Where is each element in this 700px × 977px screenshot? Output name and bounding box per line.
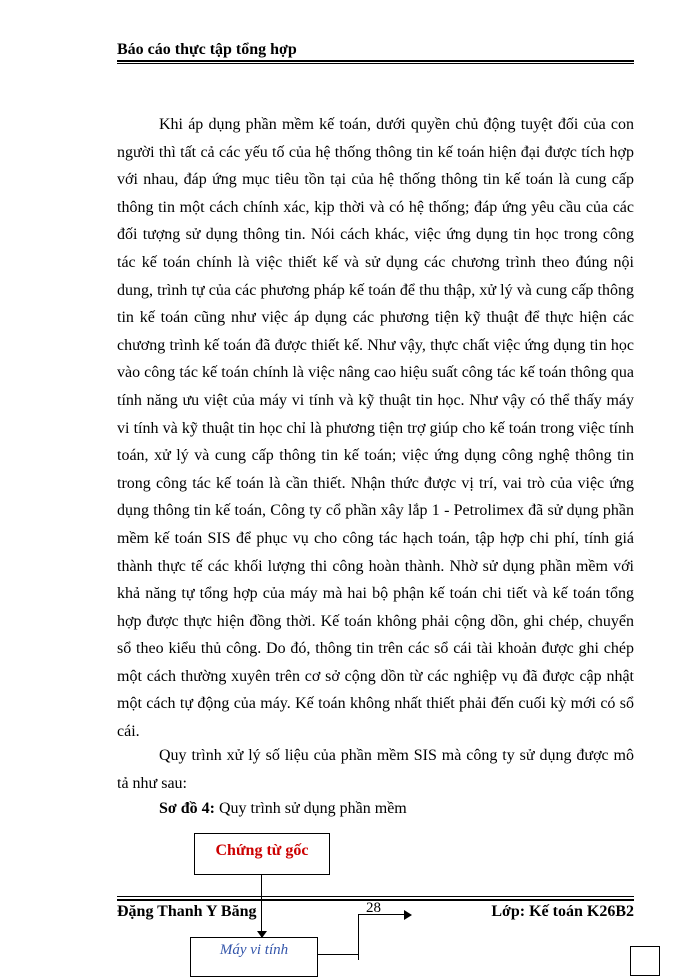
body-paragraph-2: Quy trình xử lý số liệu của phần mềm SIS mà công ty sử dụng được mô tả như sau: xyxy=(117,747,634,792)
diagram-connector-vertical xyxy=(358,914,359,960)
footer-author: Đặng Thanh Y Băng xyxy=(117,903,257,920)
diagram-connector-down xyxy=(261,875,262,937)
diagram-caption-label: Sơ đồ 4: xyxy=(159,800,215,817)
footer-class: Lớp: Kế toán K26B2 xyxy=(491,903,634,920)
page-header-title: Báo cáo thực tập tổng hợp xyxy=(117,41,297,58)
footer-rule xyxy=(117,896,634,897)
diagram-connector-horizontal xyxy=(318,954,358,955)
body-paragraph-1: Khi áp dụng phần mềm kế toán, dưới quyền chủ động tuyệt đối của con người thì tất cả các yếu tố của hệ thống thông tin kế toán hiện đại được tích hợp với nhau, đáp ứng mục tiêu tồn tại của hệ thống thông tin kế toán là cung cấp thông tin một cách chính xác, kịp thời và có hệ thống; đáp ứng yêu cầu của các đối tượng sử dụng thông tin. Nói cách khác, việc ứng dụng tin học trong công tác kế toán chính là việc thiết kế và sử dụng các chương trình theo đúng nội dung, trình tự của các phương pháp kế toán để thu thập, xử lý và cung cấp thông tin kế toán cũng như việc áp dụng các phương tiện kỹ thuật để thực hiện các chương trình kế toán đã được thiết kế. Như vậy, thực chất việc ứng dụng tin học vào công tác kế toán chính là việc nâng cao hiệu suất công tác kế toán thông qua tính năng ưu việt của máy vi tính và kỹ thuật tin học. Như vậy có thể thấy máy vi tính và kỹ thuật tin học chỉ là phương tiện trợ giúp cho kế toán trong việc tính toán, xử lý và cung cấp thông tin kế toán; việc ứng dụng công nghệ thông tin trong công tác kế toán là cần thiết. Nhận thức được vị trí, vai trò của việc ứng dụng thông tin kế toán, Công ty cổ phần xây lắp 1 - Petrolimex đã sử dụng phần mềm kế toán SIS để phục vụ cho công tác hạch toán, tập hợp chi phí, tính giá thành thực tế các khối lượng thi công hoàn thành. Nhờ sử dụng phần mềm với khả năng tự tổng hợp của máy mà hai bộ phận kế toán chi tiết và kế toán tổng hợp được thực hiện đồng thời. Kế toán không phải cộng dồn, ghi chép, chuyển sổ theo kiểu thủ công. Do đó, thông tin trên các sổ cái tài khoản được ghi chép một cách thường xuyên trên cơ sở cộng dồn từ các nghiệp vụ đã được cập nhật một cách tự động của máy. Kế toán không nhất thiết phải đến cuối kỳ mới có sổ cái. xyxy=(117,116,634,741)
header-rule-thin xyxy=(117,63,634,64)
arrow-right-icon xyxy=(404,910,412,920)
diagram-caption-text: Quy trình sử dụng phần mềm xyxy=(214,800,407,817)
header-rule xyxy=(117,60,634,62)
diagram-box-source-documents xyxy=(194,833,330,875)
diagram-caption xyxy=(159,797,407,821)
diagram-box-source-documents-label: Chứng từ gốc xyxy=(215,842,309,859)
diagram-box-partial xyxy=(630,946,660,976)
diagram-box-computer xyxy=(190,937,318,977)
diagram-box-computer-label: Máy vi tính xyxy=(219,942,289,958)
footer-page-number: 28 xyxy=(366,900,381,916)
